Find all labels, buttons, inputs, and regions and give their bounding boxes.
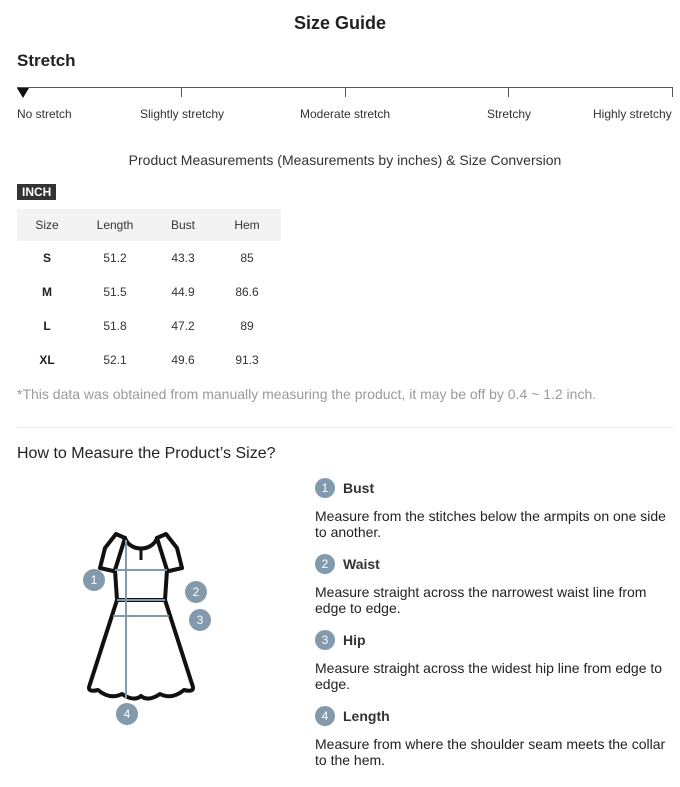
diagram-badge-1 (83, 569, 105, 591)
stretch-scale (17, 87, 673, 99)
diagram-badge-label: 4 (123, 707, 131, 721)
step-title: Hip (343, 632, 366, 648)
diagram-badge-label: 1 (90, 573, 98, 587)
scale-label-highly-stretchy: Highly stretchy (593, 107, 672, 121)
step-description: Measure from where the shoulder seam meets the collar to the hem. (315, 736, 666, 768)
hem-cell: 85 (240, 251, 254, 265)
scale-tick (345, 87, 346, 97)
step-description: Measure straight across the narrowest waist line from edge to edge. (315, 584, 647, 616)
step-number-badge: 4 (315, 706, 335, 726)
step-number-badge: 1 (315, 478, 335, 498)
scale-tick (508, 87, 509, 97)
table-header-row (17, 209, 281, 241)
dress-diagram (78, 530, 218, 730)
measure-step-length (315, 706, 675, 768)
length-cell: 52.1 (103, 353, 127, 367)
bust-cell: 49.6 (171, 353, 195, 367)
scale-label-stretchy: Stretchy (487, 107, 532, 121)
hem-cell: 91.3 (235, 353, 259, 367)
measure-step-bust (315, 478, 675, 540)
step-number-badge: 3 (315, 630, 335, 650)
diagram-badge-4 (116, 703, 138, 725)
stretch-heading: Stretch (17, 51, 76, 70)
step-description: Measure from the stitches below the armpits on one side to another. (315, 508, 666, 540)
diagram-badge-3 (189, 609, 211, 631)
length-cell: 51.2 (103, 251, 127, 265)
stretch-marker-icon (17, 88, 29, 98)
bust-cell: 44.9 (171, 285, 195, 299)
hem-cell: 86.6 (235, 285, 259, 299)
length-cell: 51.5 (103, 285, 127, 299)
size-cell: M (42, 285, 52, 299)
column-header-length: Length (77, 209, 153, 241)
table-row (17, 343, 281, 377)
table-row (17, 275, 281, 309)
column-header-bust: Bust (153, 209, 213, 241)
bust-cell: 43.3 (171, 251, 195, 265)
scale-tick (672, 87, 673, 97)
step-title: Length (343, 708, 390, 724)
size-cell: L (43, 319, 51, 333)
step-title: Waist (343, 556, 380, 572)
measure-step-waist (315, 554, 675, 616)
step-description: Measure straight across the widest hip line from edge to edge. (315, 660, 663, 692)
table-row (17, 309, 281, 343)
unit-badge[interactable]: INCH (17, 184, 56, 200)
diagram-badge-2 (185, 581, 207, 603)
table-row (17, 241, 281, 275)
step-title: Bust (343, 480, 375, 496)
scale-tick (181, 87, 182, 97)
measurements-subtitle: Product Measurements (Measurements by inches) & Size Conversion (128, 152, 562, 168)
size-cell: S (42, 251, 51, 265)
step-number-badge: 2 (315, 554, 335, 574)
length-cell: 51.8 (103, 319, 127, 333)
diagram-badge-label: 3 (196, 613, 204, 627)
measurement-disclaimer: *This data was obtained from manually measuring the product, it may be off by 0.4 ~ 1.2 inch. (17, 386, 597, 402)
scale-label-no-stretch: No stretch (17, 107, 72, 121)
hem-cell: 89 (240, 319, 254, 333)
bust-cell: 47.2 (171, 319, 195, 333)
section-divider (17, 427, 673, 428)
diagram-badge-label: 2 (192, 585, 200, 599)
size-table (17, 209, 281, 377)
how-to-measure-heading: How to Measure the Product’s Size? (17, 445, 276, 462)
measure-lines-icon (113, 540, 169, 698)
column-header-hem: Hem (213, 209, 281, 241)
measure-step-hip (315, 630, 675, 692)
column-header-size: Size (17, 209, 77, 241)
page-title: Size Guide (293, 13, 387, 33)
size-cell: XL (39, 353, 55, 367)
scale-label-slightly-stretchy: Slightly stretchy (140, 107, 225, 121)
scale-label-moderate-stretch: Moderate stretch (300, 107, 391, 121)
